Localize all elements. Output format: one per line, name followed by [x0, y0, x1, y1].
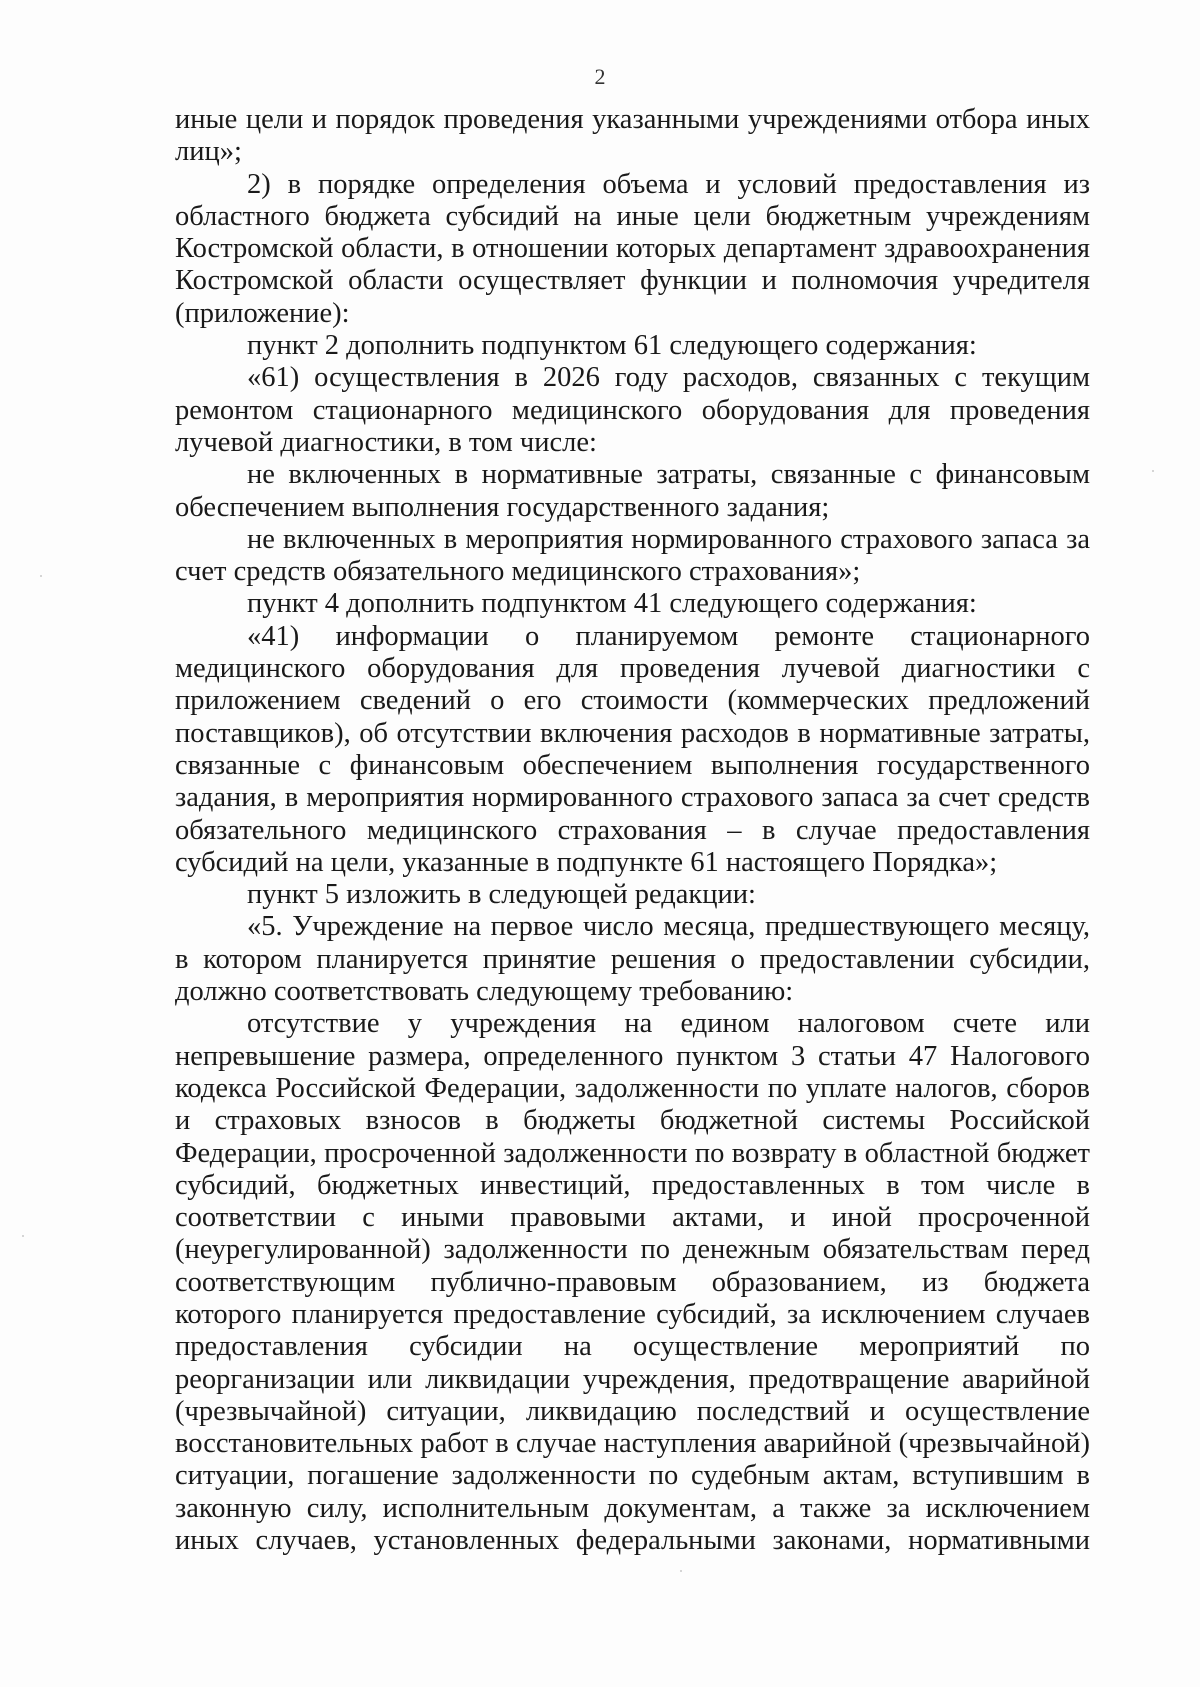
paragraph-7: пункт 4 дополнить подпунктом 41 следующего содержания: — [247, 588, 977, 620]
paragraph-3: пункт 2 дополнить подпунктом 61 следующего содержания: — [247, 330, 977, 362]
scan-speck — [1152, 470, 1154, 472]
paragraph-6: не включенных в мероприятия нормированного страхового запаса за счет средств обязательного медицинского страхования»; — [175, 523, 1090, 588]
paragraph-10: «5. Учреждение на первое число месяца, предшествующего месяцу, в котором планируется принятие решения о предоставлении субсидии, должно соответствовать следующему требованию: — [175, 911, 1090, 1008]
paragraph-9: пункт 5 изложить в следующей редакции: — [247, 879, 756, 911]
paragraph-8: «41) информации о планируемом ремонте стационарного медицинского оборудования для проведения лучевой диагностики с приложением сведений о его стоимости (коммерческих предложений поставщиков), об отсутствии включения расходов в нормативные затраты, связанные с финансовым обеспечением выполнения государственного задания, в мероприятия нормированного страхового запаса за счет средств обязательного медицинского страхования – в случае предоставления субсидий на цели, указанные в подпункте 61 настоящего Порядка»; — [175, 620, 1090, 878]
document-body — [175, 104, 1090, 1557]
paragraph-2: 2) в порядке определения объема и условий предоставления из областного бюджета субсидий на иные цели бюджетным учреждениям Костромской области, в отношении которых департамент здравоохранения Костромской области осуществляет функции и полномочия учредителя (приложение): — [175, 168, 1090, 329]
paragraph-1: иные цели и порядок проведения указанными учреждениями отбора иных лиц»; — [175, 104, 1090, 168]
paragraph-4: «61) осуществления в 2026 году расходов, связанных с текущим ремонтом стационарного медицинского оборудования для проведения лучевой диагностики, в том числе: — [175, 362, 1090, 458]
scan-speck — [40, 575, 42, 577]
paragraph-11: отсутствие у учреждения на едином налоговом счете или непревышение размера, определенного пунктом 3 статьи 47 Налогового кодекса Российской Федерации, задолженности по уплате налогов, сборов и страховых взносов в бюджеты бюджетной системы Российской Федерации, просроченной задолженности по возврату в областной бюджет субсидий, бюджетных инвестиций, предоставленных в том числе в соответствии с иными правовыми актами, и иной просроченной (неурегулированной) задолженности по денежным обязательствам перед соответствующим публично-правовым образованием, из бюджета которого планируется предоставление субсидий, за исключением случаев предоставления субсидии на осуществление мероприятий по реорганизации или ликвидации учреждения, предотвращение аварийной (чрезвычайной) ситуации, ликвидацию последствий и осуществление восстановительных работ в случае наступления аварийной (чрезвычайной) ситуации, погашение задолженности по судебным актам, вступившим в законную силу, исполнительным документам, а также за исключением иных случаев, установленных федеральными законами, нормативными — [175, 1008, 1090, 1557]
page-number: 2 — [594, 64, 606, 89]
paragraph-5: не включенных в нормативные затраты, связанные с финансовым обеспечением выполнения государственного задания; — [175, 459, 1090, 523]
scan-speck — [22, 1235, 24, 1237]
scan-speck — [680, 1570, 682, 1572]
